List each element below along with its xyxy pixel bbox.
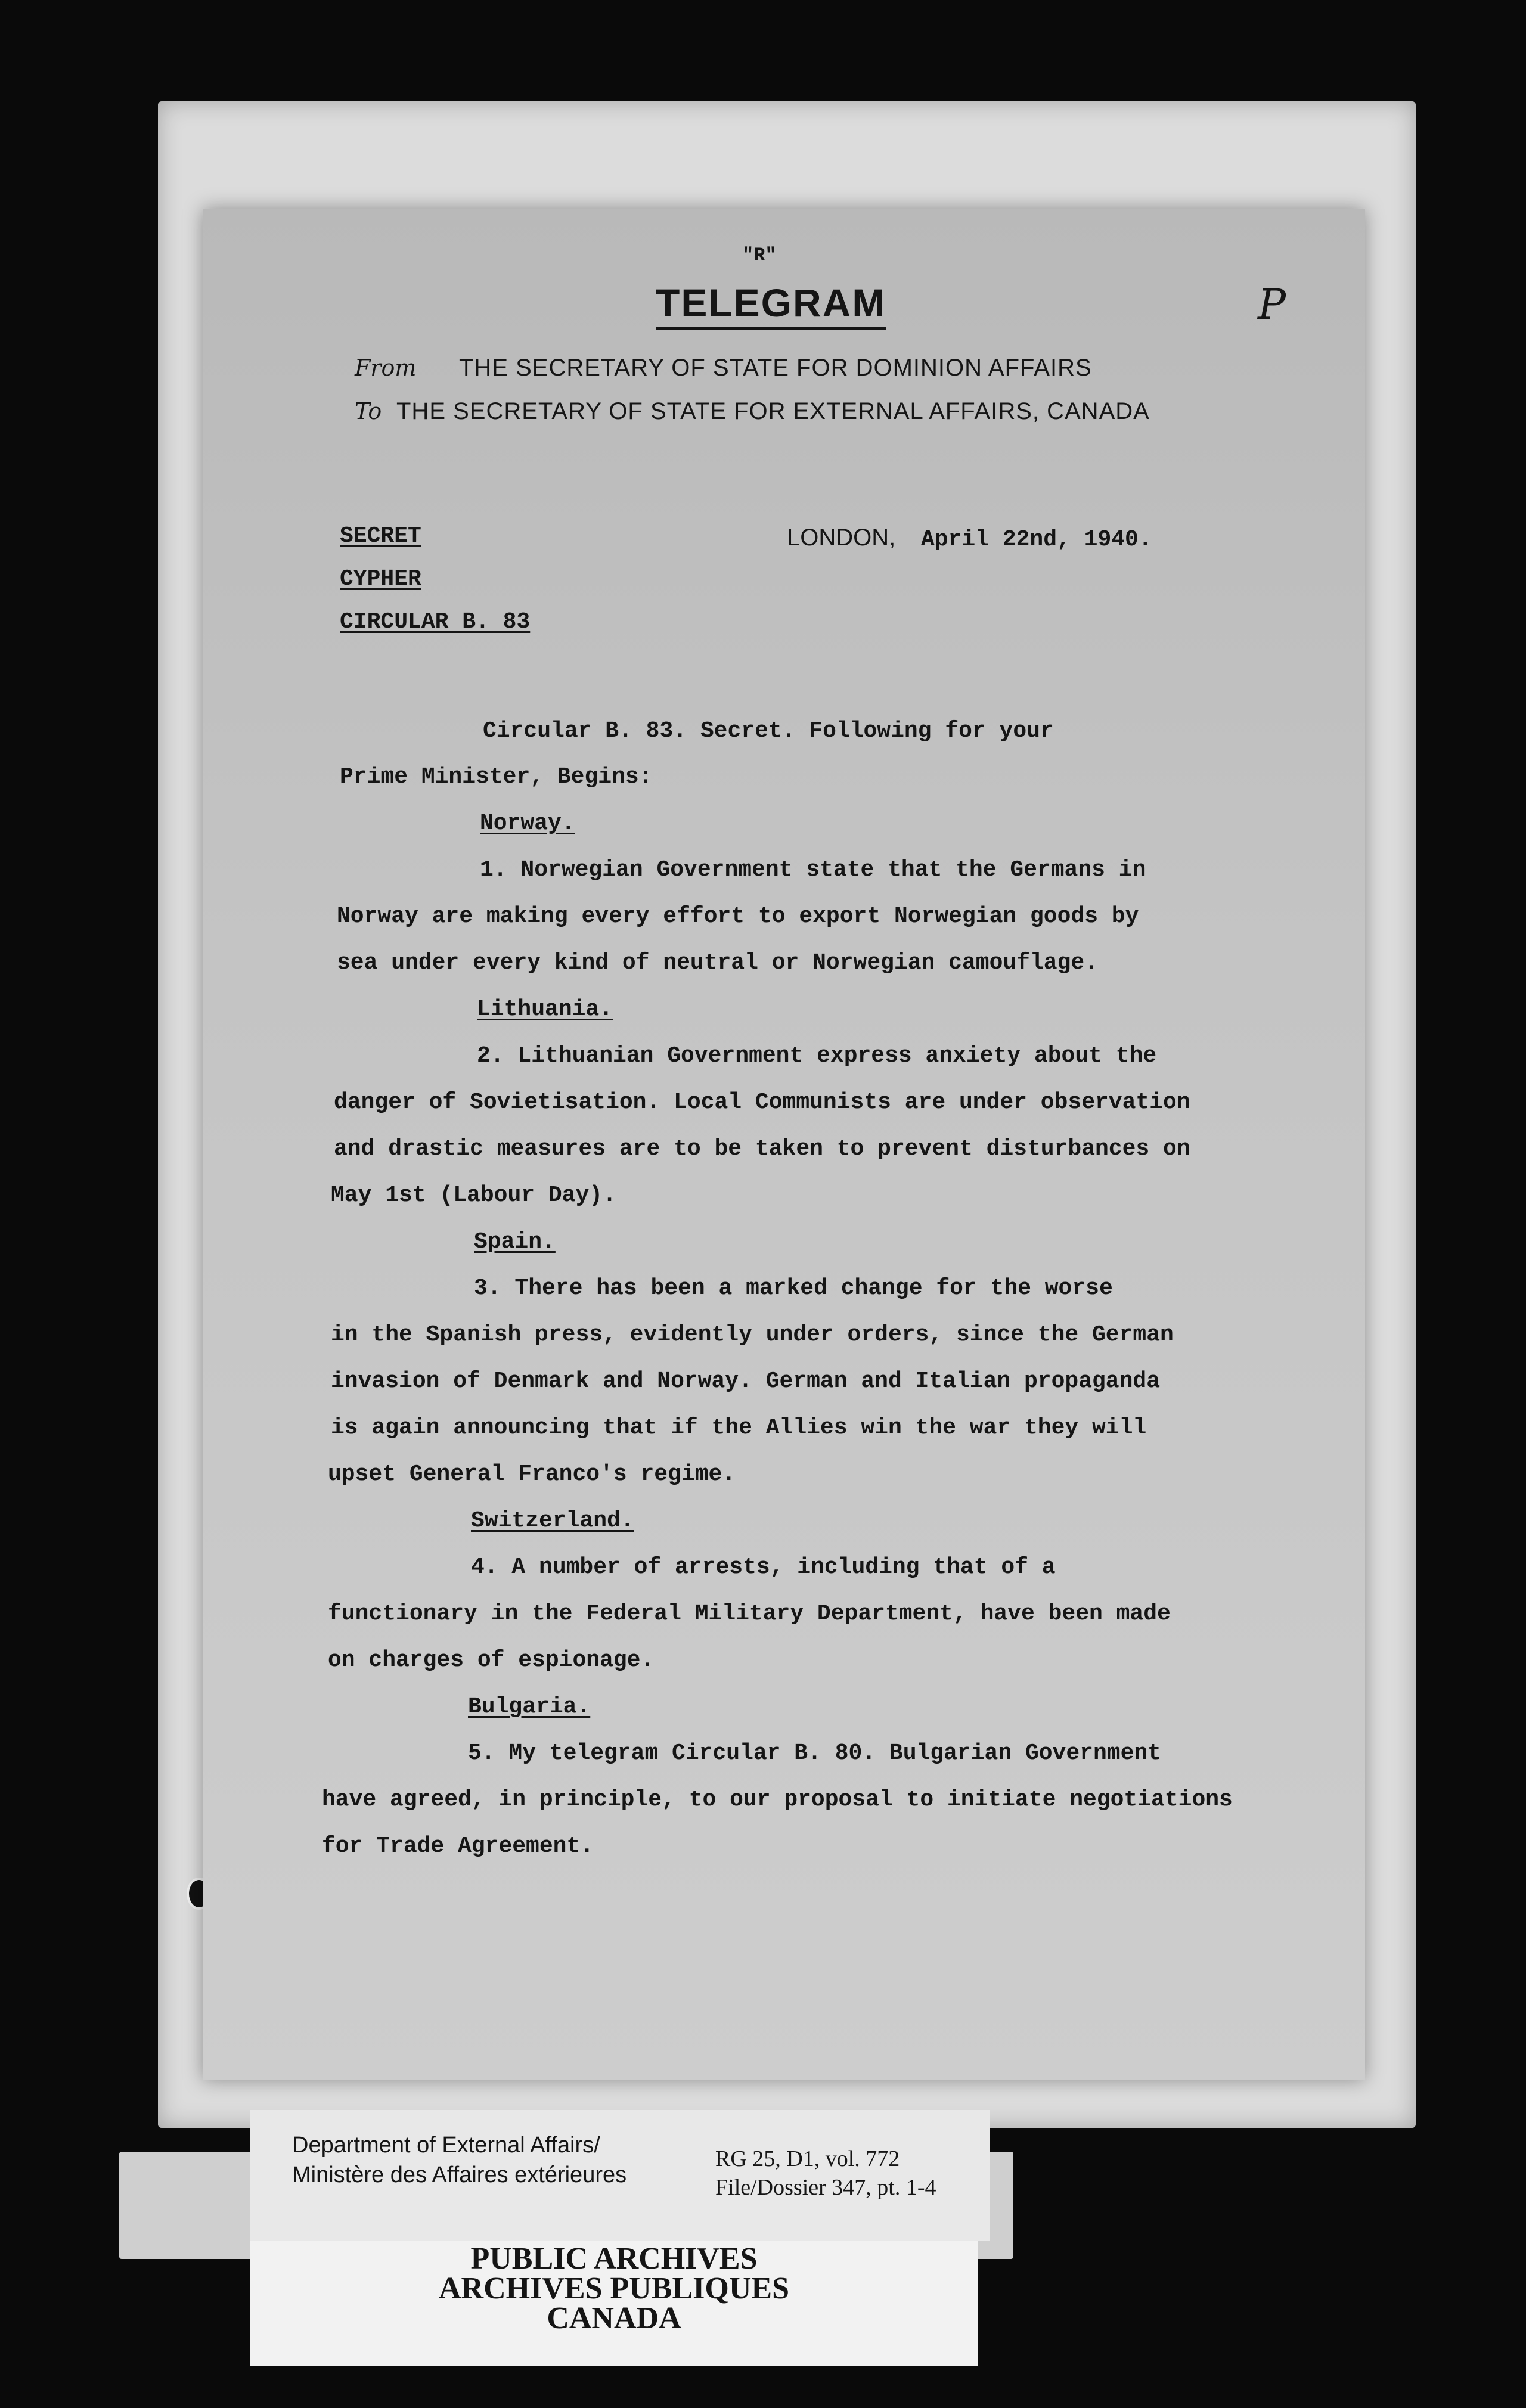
body-line: 3. There has been a marked change for the worse [474, 1276, 1113, 1301]
place-label: LONDON, [787, 525, 896, 551]
stamp-line: PUBLIC ARCHIVES [470, 2242, 758, 2276]
classification-cypher: CYPHER [340, 566, 421, 592]
page-title: TELEGRAM [656, 280, 886, 330]
section-heading-switzerland: Switzerland. [471, 1508, 634, 1534]
body-line: functionary in the Federal Military Department, have been made [328, 1601, 1171, 1627]
body-line: 5. My telegram Circular B. 80. Bulgarian Government [468, 1740, 1161, 1766]
dept-english: Department of External Affairs/ [292, 2133, 600, 2158]
date-label: April 22nd, 1940. [921, 527, 1152, 553]
body-line: on charges of espionage. [328, 1647, 655, 1673]
stamp-line: ARCHIVES PUBLIQUES [438, 2272, 790, 2305]
intro-line: Circular B. 83. Secret. Following for your [483, 718, 1054, 744]
archive-stamp [250, 2241, 978, 2366]
body-line: and drastic measures are to be taken to prevent disturbances on [334, 1136, 1190, 1162]
to-text: THE SECRETARY OF STATE FOR EXTERNAL AFFAIRS, CANADA [396, 398, 1150, 424]
section-heading-bulgaria: Bulgaria. [468, 1694, 591, 1720]
body-line: May 1st (Labour Day). [331, 1183, 616, 1208]
body-line: 1. Norwegian Government state that the Germans in [480, 857, 1146, 883]
dept-french: Ministère des Affaires extérieures [292, 2162, 627, 2187]
header-mark: "R" [742, 244, 777, 266]
body-line: danger of Sovietisation. Local Communists are under observation [334, 1090, 1190, 1115]
body-line: upset General Franco's regime. [328, 1461, 736, 1487]
handwritten-mark: P [1258, 280, 1286, 329]
section-heading-norway: Norway. [480, 811, 575, 836]
body-line: sea under every kind of neutral or Norwegian camouflage. [337, 950, 1099, 976]
intro-line: Prime Minister, Begins: [340, 764, 653, 790]
body-line: is again announcing that if the Allies win the war they will [331, 1415, 1147, 1441]
body-line: 2. Lithuanian Government express anxiety about the [477, 1043, 1157, 1069]
to-label: To [355, 398, 382, 424]
section-heading-lithuania: Lithuania. [477, 997, 613, 1022]
body-line: for Trade Agreement. [322, 1833, 594, 1859]
classification-circular: CIRCULAR B. 83 [340, 609, 531, 635]
classification-secret: SECRET [340, 523, 421, 549]
body-line: 4. A number of arrests, including that of a [471, 1554, 1056, 1580]
section-heading-spain: Spain. [474, 1229, 556, 1255]
body-line: in the Spanish press, evidently under orders, since the German [331, 1322, 1174, 1348]
from-label: From [355, 355, 417, 381]
file-number: File/Dossier 347, pt. 1-4 [715, 2175, 936, 2200]
body-line: Norway are making every effort to export Norwegian goods by [337, 904, 1139, 929]
body-line: invasion of Denmark and Norway. German and Italian propaganda [331, 1369, 1161, 1394]
archive-reference-label [250, 2110, 990, 2241]
body-line: have agreed, in principle, to our proposal to initiate negotiations [322, 1787, 1233, 1813]
record-group: RG 25, D1, vol. 772 [715, 2146, 900, 2171]
telegram-page [203, 209, 1365, 2080]
from-text: THE SECRETARY OF STATE FOR DOMINION AFFAIRS [459, 355, 1092, 381]
stamp-line: CANADA [547, 2301, 681, 2335]
